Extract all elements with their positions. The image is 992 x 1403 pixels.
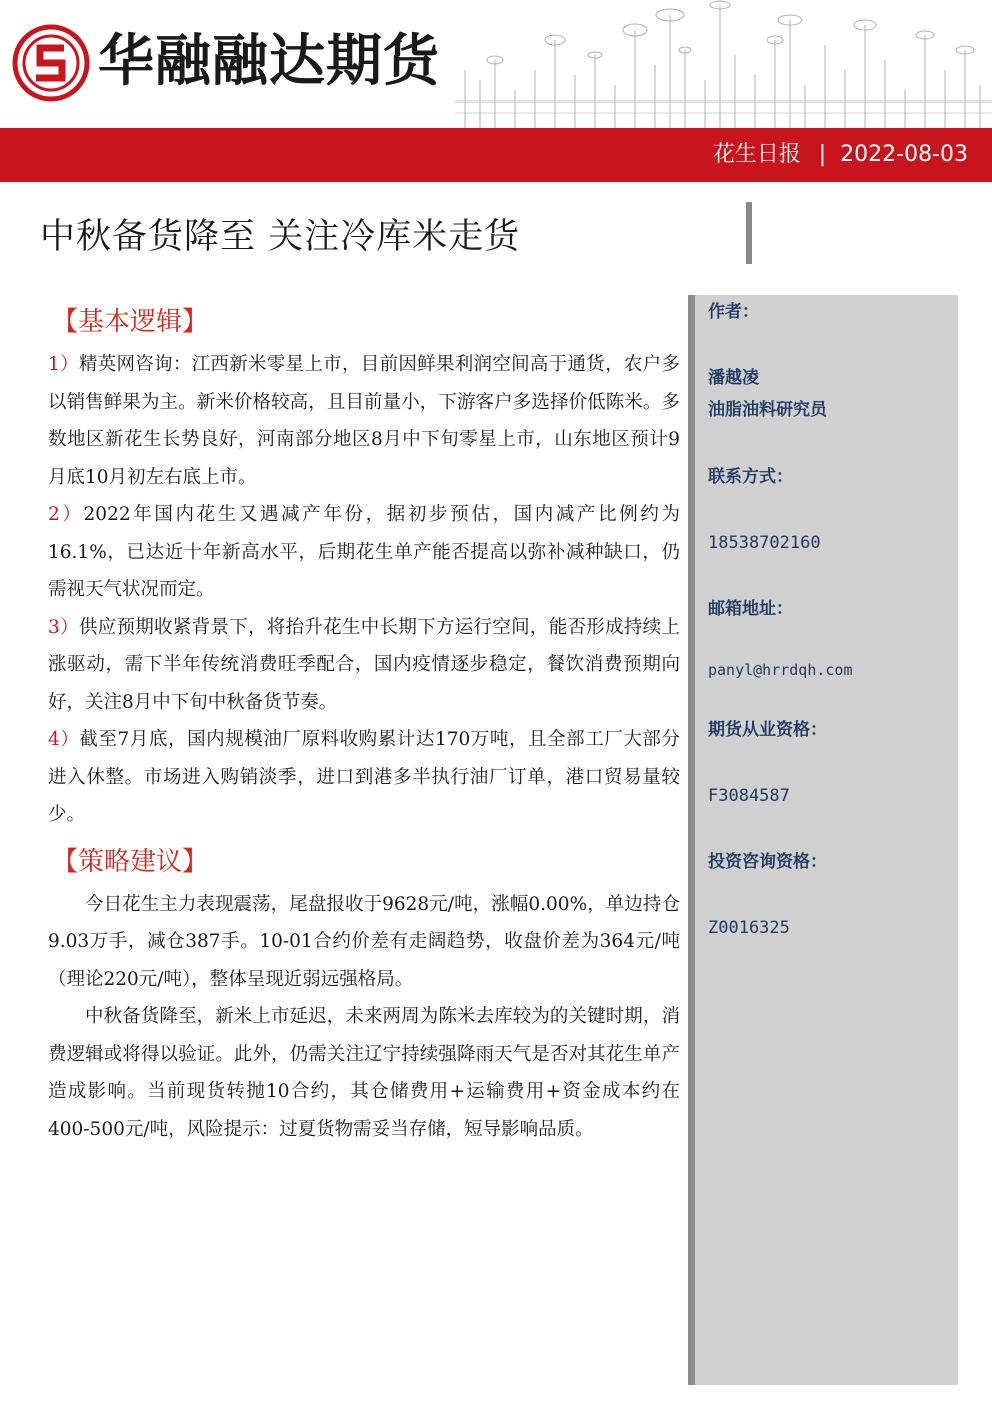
header-decoration	[455, 0, 992, 130]
license-label: 期货从业资格：	[708, 720, 827, 740]
header-separator: |	[818, 142, 827, 167]
advisory-number: Z0016325	[708, 918, 790, 938]
logic-paragraph-2	[48, 496, 680, 609]
strategy-paragraph-2: 中秋备货降至，新米上市延迟，未来两周为陈米去库较为的关键时期，消费逻辑或将得以验证。此外，仍需关注辽宁持续强降雨天气是否对其花生单产造成影响。当前现货转抛10合约，其仓储费用+运输费用+资金成本约在400-500元/吨，风险提示：过夏货物需妥当存储，短导影响品质。	[48, 1006, 680, 1140]
main-content	[48, 298, 680, 1148]
report-date: 2022-08-03	[840, 142, 968, 167]
paragraph-number: 2）	[48, 504, 84, 525]
email-label: 邮箱地址：	[708, 599, 793, 619]
phone-number: 18538702160	[708, 533, 821, 553]
report-name: 花生日报	[712, 142, 801, 167]
email-address[interactable]: panyl@hrrdqh.com	[708, 661, 853, 679]
paragraph-number: 3）	[48, 616, 79, 638]
company-logo-icon	[12, 24, 90, 102]
page-title: 中秋备货降至 关注冷库米走货	[40, 217, 521, 257]
paragraph-text: 供应预期收紧背景下，将抬升花生中长期下方运行空间，能否形成持续上涨驱动，需下半年传统消费旺季配合，国内疫情逐步稳定，餐饮消费预期向好，关注8月中下旬中秋备货节奏。	[48, 616, 680, 713]
title-rule	[746, 202, 752, 264]
logic-paragraph-1	[48, 346, 680, 496]
paragraph-text: 精英网咨询：江西新米零星上市，目前因鲜果利润空间高于通货，农户多以销售鲜果为主。新米价格较高，且目前量小，下游客户多选择价低陈米。多数地区新花生长势良好，河南部分地区8月中下旬零星上市，山东地区预计9月底10月初左右底上市。	[48, 354, 680, 488]
brand-name: 华融融达期货	[98, 29, 440, 94]
author-label: 作者：	[708, 302, 759, 322]
section-heading-strategy: 【策略建议】	[52, 846, 209, 877]
page-header	[0, 0, 992, 130]
advisory-label: 投资咨询资格：	[708, 852, 827, 872]
sidebar-edge	[688, 295, 695, 1385]
paragraph-number: 4）	[48, 729, 80, 750]
author-sidebar	[688, 295, 958, 1385]
paragraph-number: 1）	[48, 354, 79, 375]
report-label	[713, 128, 968, 182]
logic-paragraph-4	[48, 721, 680, 834]
paragraph-text: 2022年国内花生又遇减产年份，据初步预估，国内减产比例约为16.1%，已达近十年新高水平，后期花生单产能否提高以弥补减种缺口，仍需视天气状况而定。	[48, 504, 680, 600]
section-heading-basic-logic: 【基本逻辑】	[52, 307, 209, 337]
license-number: F3084587	[708, 786, 790, 806]
contact-label: 联系方式：	[708, 467, 793, 487]
author-title: 油脂油料研究员	[708, 400, 827, 420]
author-name: 潘越凌	[708, 368, 759, 388]
strategy-paragraph-1: 今日花生主力表现震荡，尾盘报收于9628元/吨，涨幅0.00%，单边持仓9.03万手，减仓387手。10-01合约价差有走阔趋势，收盘价差为364元/吨（理论220元/吨），整体呈现近弱远强格局。	[48, 893, 680, 990]
logic-paragraph-3	[48, 609, 680, 722]
paragraph-text: 截至7月底，国内规模油厂原料收购累计达170万吨，且全部工厂大部分进入休整。市场进入购销淡季，进口到港多半执行油厂订单，港口贸易量较少。	[48, 729, 680, 825]
